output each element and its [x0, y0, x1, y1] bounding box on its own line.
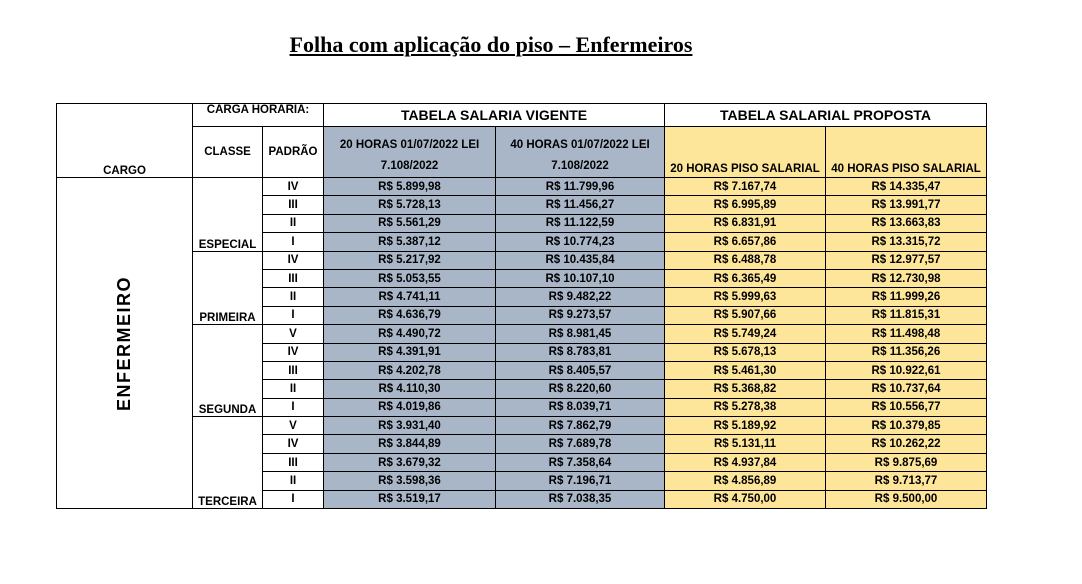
padrao-cell: III: [263, 453, 324, 471]
v40-cell: R$ 9.482,22: [496, 288, 665, 306]
v40-cell: R$ 8.981,45: [496, 325, 665, 343]
padrao-cell: IV: [263, 435, 324, 453]
padrao-cell: I: [263, 398, 324, 416]
p20-cell: R$ 5.999,63: [665, 288, 826, 306]
v40-cell: R$ 10.107,10: [496, 269, 665, 287]
p20-cell: R$ 4.937,84: [665, 453, 826, 471]
header-row-group: [57, 104, 987, 127]
page-title: Folha com aplicação do piso – Enfermeiros: [289, 32, 693, 57]
v40-cell: R$ 11.456,27: [496, 196, 665, 214]
classe-cell: SEGUNDA: [193, 325, 263, 417]
proposta-group-header: TABELA SALARIAL PROPOSTA: [665, 104, 987, 127]
p40-cell: R$ 9.875,69: [826, 453, 987, 471]
v40-cell: R$ 8.039,71: [496, 398, 665, 416]
table-row: [57, 417, 987, 435]
v40-cell: R$ 8.220,60: [496, 380, 665, 398]
v20-cell: R$ 5.217,92: [324, 251, 496, 269]
p40-cell: R$ 12.977,57: [826, 251, 987, 269]
v40-cell: R$ 7.689,78: [496, 435, 665, 453]
p20-cell: R$ 5.368,82: [665, 380, 826, 398]
v40-cell: R$ 9.273,57: [496, 306, 665, 324]
v40-cell: R$ 10.435,84: [496, 251, 665, 269]
v20-cell: R$ 3.598,36: [324, 472, 496, 490]
p40-cell: R$ 11.815,31: [826, 306, 987, 324]
p20-cell: R$ 5.461,30: [665, 361, 826, 379]
cargo-header: CARGO: [57, 104, 193, 178]
v20-cell: R$ 3.844,89: [324, 435, 496, 453]
p40-cell: R$ 9.713,77: [826, 472, 987, 490]
v40-cell: R$ 7.358,64: [496, 453, 665, 471]
p40-cell: R$ 10.556,77: [826, 398, 987, 416]
v20-cell: R$ 4.110,30: [324, 380, 496, 398]
p40-cell: R$ 14.335,47: [826, 178, 987, 196]
classe-cell: PRIMEIRA: [193, 251, 263, 325]
classe-cell: ESPECIAL: [193, 178, 263, 252]
padrao-cell: V: [263, 325, 324, 343]
p20-cell: R$ 6.657,86: [665, 233, 826, 251]
p40-cell: R$ 10.262,22: [826, 435, 987, 453]
v20-cell: R$ 4.391,91: [324, 343, 496, 361]
p40-header: 40 HORAS PISO SALARIAL: [826, 127, 987, 178]
padrao-cell: I: [263, 306, 324, 324]
v20-cell: R$ 3.519,17: [324, 490, 496, 508]
p20-cell: R$ 4.856,89: [665, 472, 826, 490]
p40-cell: R$ 9.500,00: [826, 490, 987, 508]
table-row: [57, 325, 987, 343]
table-row: [57, 178, 987, 196]
vigente-group-header: TABELA SALARIA VIGENTE: [324, 104, 665, 127]
salary-table: [56, 103, 987, 509]
p20-cell: R$ 5.189,92: [665, 417, 826, 435]
padrao-cell: II: [263, 380, 324, 398]
p20-cell: R$ 6.831,91: [665, 214, 826, 232]
p40-cell: R$ 13.991,77: [826, 196, 987, 214]
carga-horaria-header: [193, 104, 324, 127]
p40-cell: R$ 12.730,98: [826, 269, 987, 287]
p20-cell: R$ 6.488,78: [665, 251, 826, 269]
p40-cell: R$ 13.663,83: [826, 214, 987, 232]
p20-cell: R$ 5.678,13: [665, 343, 826, 361]
v40-cell: R$ 7.862,79: [496, 417, 665, 435]
v20-cell: R$ 5.728,13: [324, 196, 496, 214]
v40-cell: R$ 11.122,59: [496, 214, 665, 232]
p40-cell: R$ 10.379,85: [826, 417, 987, 435]
p40-cell: R$ 11.356,26: [826, 343, 987, 361]
v20-cell: R$ 5.899,98: [324, 178, 496, 196]
padrao-cell: II: [263, 288, 324, 306]
padrao-cell: III: [263, 269, 324, 287]
v40-cell: R$ 8.783,81: [496, 343, 665, 361]
v20-header: 20 HORAS 01/07/2022 LEI 7.108/2022: [324, 127, 496, 178]
padrao-cell: IV: [263, 343, 324, 361]
v20-cell: R$ 4.202,78: [324, 361, 496, 379]
p20-cell: R$ 4.750,00: [665, 490, 826, 508]
v20-cell: R$ 5.561,29: [324, 214, 496, 232]
p20-cell: R$ 5.131,11: [665, 435, 826, 453]
p20-cell: R$ 5.907,66: [665, 306, 826, 324]
v20-cell: R$ 4.490,72: [324, 325, 496, 343]
p40-cell: R$ 13.315,72: [826, 233, 987, 251]
p20-cell: R$ 6.995,89: [665, 196, 826, 214]
table-row: [57, 251, 987, 269]
p40-cell: R$ 11.498,48: [826, 325, 987, 343]
p20-cell: R$ 7.167,74: [665, 178, 826, 196]
v20-cell: R$ 4.741,11: [324, 288, 496, 306]
p20-header: 20 HORAS PISO SALARIAL: [665, 127, 826, 178]
v40-cell: R$ 7.038,35: [496, 490, 665, 508]
padrao-cell: V: [263, 417, 324, 435]
p20-cell: R$ 5.278,38: [665, 398, 826, 416]
v40-cell: R$ 11.799,96: [496, 178, 665, 196]
padrao-cell: II: [263, 214, 324, 232]
cargo-cell: [57, 178, 193, 509]
padrao-cell: I: [263, 490, 324, 508]
p40-cell: R$ 10.737,64: [826, 380, 987, 398]
padrao-cell: III: [263, 196, 324, 214]
v20-cell: R$ 5.387,12: [324, 233, 496, 251]
p40-cell: R$ 11.999,26: [826, 288, 987, 306]
padrao-cell: IV: [263, 251, 324, 269]
v40-cell: R$ 7.196,71: [496, 472, 665, 490]
v40-header: 40 HORAS 01/07/2022 LEI 7.108/2022: [496, 127, 665, 178]
v40-cell: R$ 8.405,57: [496, 361, 665, 379]
v20-cell: R$ 4.019,86: [324, 398, 496, 416]
v20-cell: R$ 5.053,55: [324, 269, 496, 287]
p20-cell: R$ 5.749,24: [665, 325, 826, 343]
classe-cell: TERCEIRA: [193, 417, 263, 509]
v20-cell: R$ 4.636,79: [324, 306, 496, 324]
padrao-cell: III: [263, 361, 324, 379]
padrao-cell: I: [263, 233, 324, 251]
v20-cell: R$ 3.931,40: [324, 417, 496, 435]
classe-header: CLASSE: [193, 127, 263, 178]
v20-cell: R$ 3.679,32: [324, 453, 496, 471]
padrao-header: PADRÃO: [263, 127, 324, 178]
padrao-cell: II: [263, 472, 324, 490]
carga-horaria-label: CARGA HORÁRIA:: [206, 104, 310, 116]
v40-cell: R$ 10.774,23: [496, 233, 665, 251]
p40-cell: R$ 10.922,61: [826, 361, 987, 379]
p20-cell: R$ 6.365,49: [665, 269, 826, 287]
padrao-cell: IV: [263, 178, 324, 196]
cargo-label: ENFERMEIRO: [114, 275, 135, 411]
